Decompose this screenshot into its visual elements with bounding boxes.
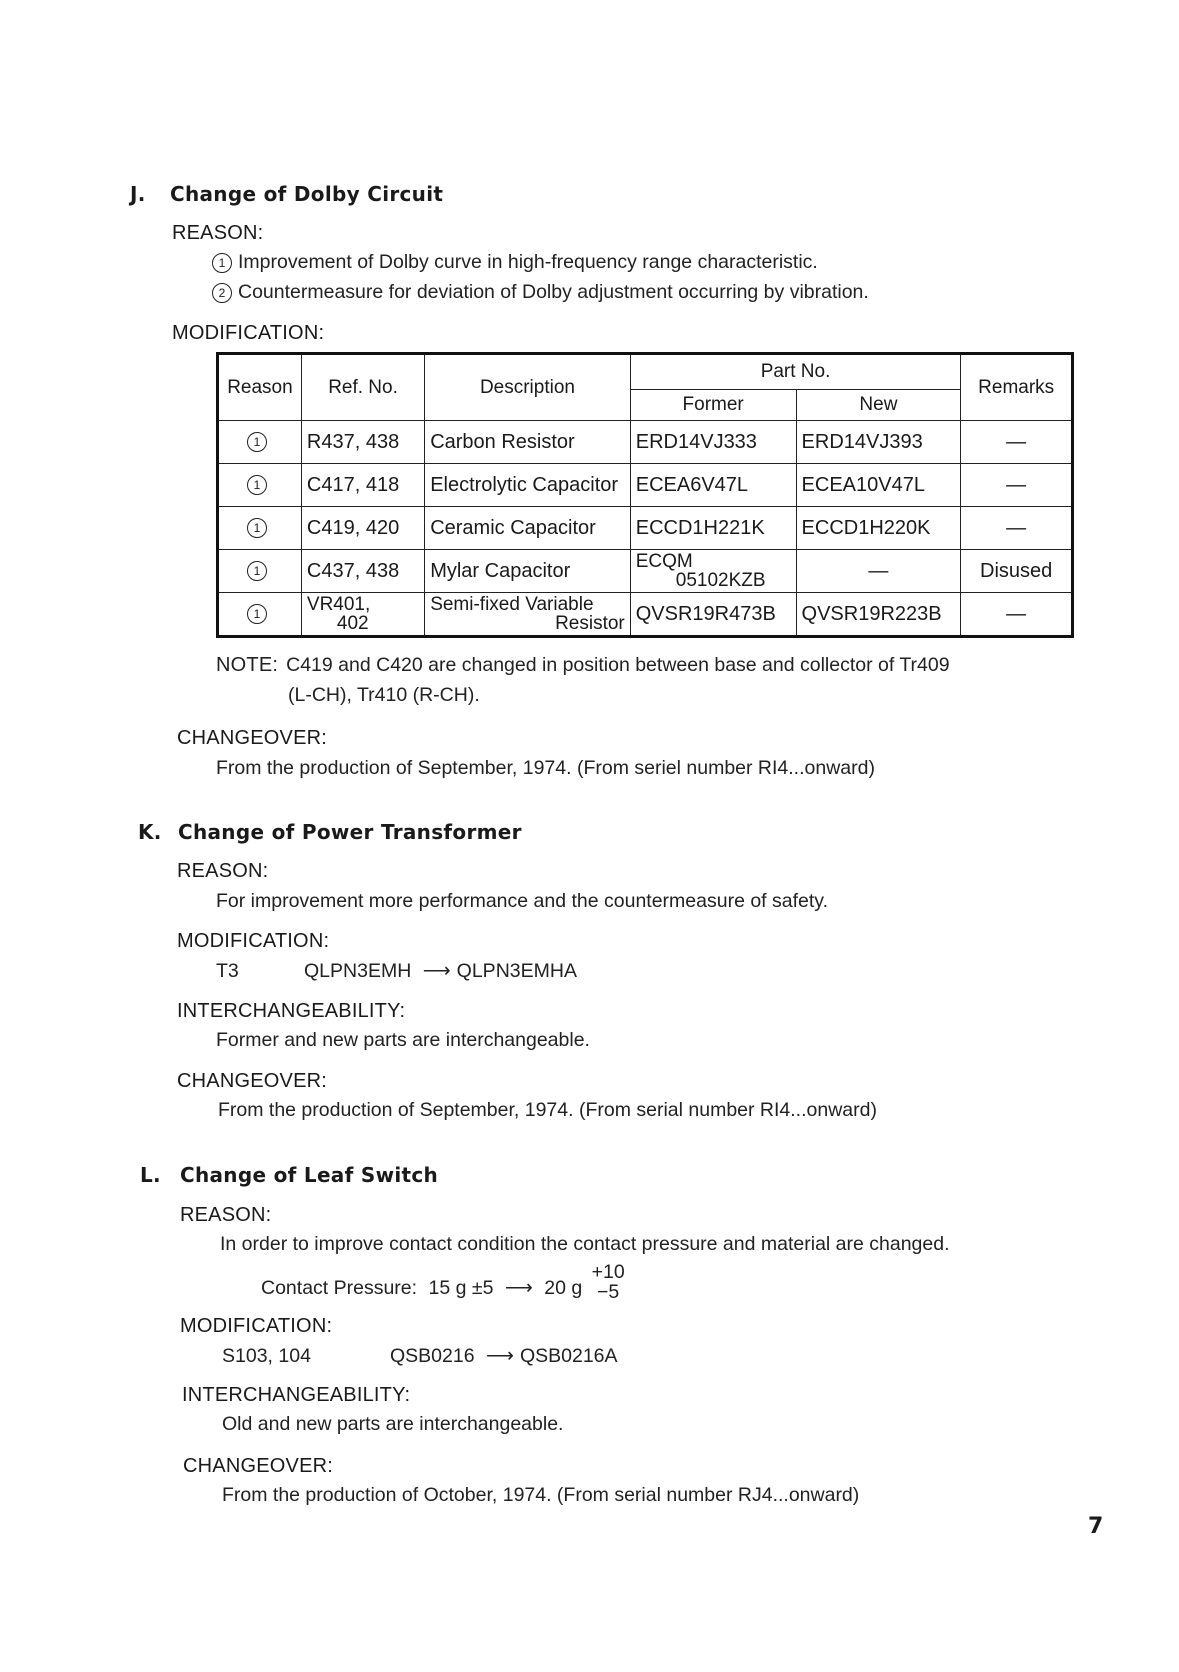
note-label: NOTE: [216,654,279,676]
cell-former: ECEA6V47L [630,464,796,507]
cell-description: Mylar Capacitor [425,550,631,593]
section-j-reason-label: REASON: [172,222,264,244]
section-l-interchange-label: INTERCHANGEABILITY: [182,1384,411,1406]
contact-pressure-line [261,1262,625,1310]
section-j-changeover-label: CHANGEOVER: [177,727,328,749]
section-j-changeover-text: From the production of September, 1974. (From seriel number RI4...onward) [216,757,875,779]
page-number: 7 [1088,1514,1104,1539]
cell-reason [218,464,302,507]
cell-former-line-1: ECQM [635,551,693,572]
section-l-letter: L. [140,1163,161,1187]
section-k-letter: K. [138,820,162,844]
section-l-modification-line [222,1344,618,1368]
section-l-changeover-label: CHANGEOVER: [183,1455,334,1477]
pressure-from: 15 g ±5 [428,1277,494,1299]
section-k-changeover-label: CHANGEOVER: [177,1070,328,1092]
cell-remarks: — [961,421,1073,464]
cell-reason [218,550,302,593]
cell-ref: R437, 438 [301,421,424,464]
circled-number-marker: 1 [212,253,232,273]
cell-ref: C419, 420 [301,507,424,550]
pressure-label: Contact Pressure: [261,1277,418,1299]
pressure-tolerance [592,1262,625,1302]
section-k-interchange-text: Former and new parts are interchangeable. [216,1029,590,1051]
cell-reason [218,421,302,464]
mod-to: QLPN3EMHA [456,960,577,982]
section-j-reason-2 [212,281,869,304]
cell-description: Electrolytic Capacitor [425,464,631,507]
cell-former: ERD14VJ333 [630,421,796,464]
circled-number-marker: 1 [247,604,267,624]
section-k-changeover-text: From the production of September, 1974. (From serial number RI4...onward) [218,1099,877,1121]
section-l-heading [140,1163,438,1187]
cell-description-line-1: Semi-fixed Variable [430,594,594,615]
mod-from: QSB0216 [390,1345,475,1367]
note-line-2: (L-CH), Tr410 (R-CH). [288,684,480,706]
header-former: Former [630,390,796,421]
section-k-reason-label: REASON: [177,860,269,882]
mod-ref: S103, 104 [222,1345,311,1367]
table-row [218,421,1073,464]
cell-new: ECCD1H220K [796,507,961,550]
cell-ref [301,593,424,637]
cell-new: ERD14VJ393 [796,421,961,464]
pressure-to: 20 g [544,1277,583,1299]
table-row [218,593,1073,637]
cell-new: ECEA10V47L [796,464,961,507]
header-ref-no: Ref. No. [301,354,424,421]
section-j-title: Change of Dolby Circuit [170,182,444,206]
section-l-interchange-text: Old and new parts are interchangeable. [222,1413,564,1435]
cell-remarks: — [961,464,1073,507]
cell-ref: C417, 418 [301,464,424,507]
section-j-reason-1 [212,251,818,274]
section-k-modification-line [216,959,577,983]
table-row [218,550,1073,593]
section-k-modification-label: MODIFICATION: [177,930,330,952]
cell-description-line-2: Resistor [555,613,625,634]
section-l-title: Change of Leaf Switch [180,1163,439,1187]
cell-ref: C437, 438 [301,550,424,593]
tolerance-plus: +10 [591,1261,625,1283]
section-l-reason-text: In order to improve contact condition the contact pressure and material are changed. [220,1233,950,1255]
arrow-icon: ⟶ [422,960,451,982]
cell-former-line-2: 05102KZB [675,570,766,591]
section-j-heading [130,182,443,206]
section-j-letter: J. [130,182,146,206]
cell-former: QVSR19R473B [630,593,796,637]
arrow-icon: ⟶ [504,1277,533,1299]
arrow-icon: ⟶ [485,1345,514,1367]
cell-ref-line-1: VR401, [306,594,371,615]
header-part-no: Part No. [630,354,961,390]
section-j-note [216,654,950,677]
circled-number-marker: 1 [247,518,267,538]
header-description: Description [425,354,631,421]
cell-ref-line-2: 402 [336,613,369,634]
parts-change-table [216,352,1074,638]
tolerance-minus: −5 [597,1281,620,1303]
cell-description: Ceramic Capacitor [425,507,631,550]
section-l-changeover-text: From the production of October, 1974. (From serial number RJ4...onward) [222,1484,860,1506]
reason-text: Improvement of Dolby curve in high-frequency range characteristic. [238,251,818,273]
cell-remarks: Disused [961,550,1073,593]
header-new: New [796,390,961,421]
circled-number-marker: 1 [247,432,267,452]
cell-remarks: — [961,593,1073,637]
circled-number-marker: 1 [247,475,267,495]
section-k-title: Change of Power Transformer [178,820,522,844]
mod-from: QLPN3EMH [304,960,412,982]
mod-ref: T3 [216,960,239,982]
cell-description: Carbon Resistor [425,421,631,464]
cell-new: QVSR19R223B [796,593,961,637]
mod-to: QSB0216A [519,1345,618,1367]
section-j-modification-label: MODIFICATION: [172,322,325,344]
circled-number-marker: 1 [247,561,267,581]
cell-reason [218,593,302,637]
cell-remarks: — [961,507,1073,550]
cell-reason [218,507,302,550]
header-remarks: Remarks [961,354,1073,421]
note-line-1: C419 and C420 are changed in position between base and collector of Tr409 [286,654,950,676]
circled-number-marker: 2 [212,283,232,303]
cell-former: ECCD1H221K [630,507,796,550]
section-l-reason-label: REASON: [180,1204,272,1226]
table-header-row [218,354,1073,390]
cell-new: — [796,550,961,593]
table-row [218,464,1073,507]
section-k-heading [138,820,522,844]
cell-former [630,550,796,593]
section-k-reason-text: For improvement more performance and the countermeasure of safety. [216,890,829,912]
section-l-modification-label: MODIFICATION: [180,1315,333,1337]
cell-description [425,593,631,637]
reason-text: Countermeasure for deviation of Dolby adjustment occurring by vibration. [238,281,869,303]
header-reason: Reason [218,354,302,421]
table-row [218,507,1073,550]
section-k-interchange-label: INTERCHANGEABILITY: [177,1000,406,1022]
